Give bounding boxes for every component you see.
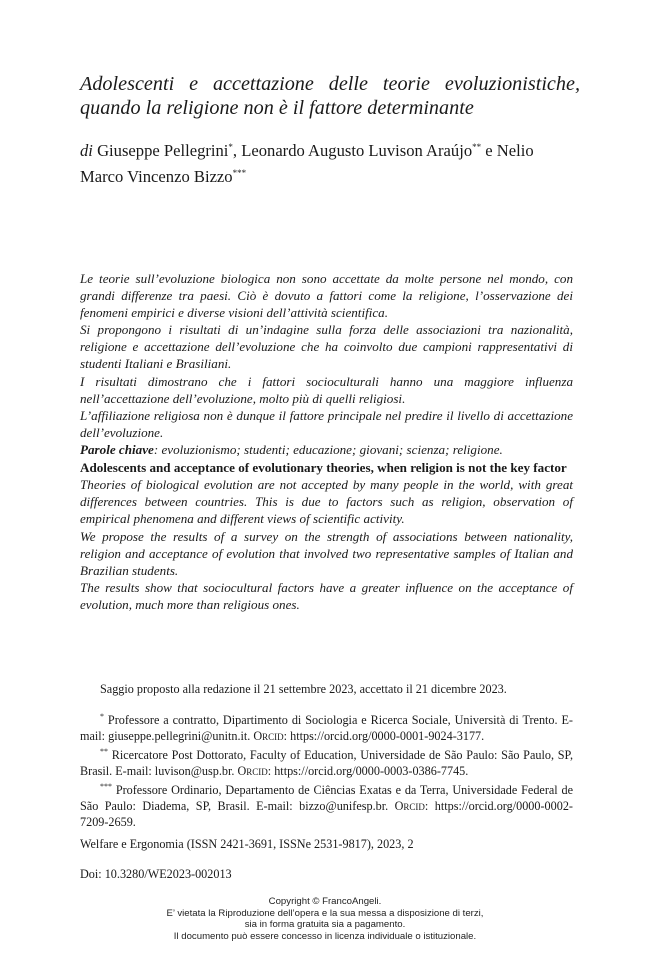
- copyright-line: Copyright © FrancoAngeli.: [268, 896, 382, 907]
- copyright-line: Il documento può essere concesso in licenza individuale o istituzionale.: [173, 930, 477, 942]
- keywords: [80, 441, 573, 459]
- note-text: Professore a contratto, Dipartimento di Sociologia e Ricerca Sociale, Università di Trento. E-mail: giuseppe.pellegrini@unitn.it.: [80, 713, 573, 743]
- author-1-footnote-mark: *: [228, 142, 233, 152]
- author-prefix: di: [80, 141, 93, 160]
- article-title: Adolescenti e accettazione delle teorie evoluzionistiche, quando la religione non è il fattore determinante: [80, 73, 580, 119]
- abstract-it-paragraph: Si propongono i risultati di un’indagine sulla forza delle associazioni tra nazionalità, religione e accettazione dell’evoluzione che ha coinvolto due campioni rappresentativi di studenti Italiani e Brasiliani.: [80, 322, 573, 372]
- abstract-it-paragraph: L’affiliazione religiosa non è dunque il fattore principale nel predire il livello di accettazione dell’evoluzione.: [80, 407, 573, 440]
- author-note: [80, 779, 573, 830]
- author-1: Giuseppe Pellegrini: [97, 141, 229, 160]
- english-title: Adolescents and acceptance of evolutionary theories, when religion is not the key factor: [80, 459, 567, 475]
- note-text: Professore Ordinario, Departamento de Ciências Exatas e da Terra, Universidade Federal de São Paulo: Diadema, SP, Brasil. E-mail: bizzo@unifesp.br.: [80, 783, 573, 813]
- orcid-label: Orcid: [237, 764, 268, 778]
- note-text: Ricercatore Post Dottorato, Faculty of Education, Universidade de São Paulo: São Paulo, SP, Brasil. E-mail: luvison@usp.br.: [80, 748, 573, 778]
- author-separator: e: [481, 141, 497, 160]
- author-3: Nelio Marco Vincenzo Bizzo: [80, 141, 534, 186]
- author-2-footnote-mark: **: [472, 142, 482, 152]
- author-2: Leonardo Augusto Luvison Araújo: [241, 141, 473, 160]
- keywords-list: : evoluzionismo; studenti; educazione; giovani; scienza; religione.: [153, 441, 503, 457]
- author-notes: [80, 709, 573, 830]
- note-mark: ***: [100, 782, 112, 791]
- submission-dates: Saggio proposto alla redazione il 21 settembre 2023, accettato il 21 dicembre 2023.: [100, 682, 507, 696]
- keywords-label: Parole chiave: [80, 441, 154, 457]
- abstract-en-paragraph: We propose the results of a survey on the strength of associations between nationality, religion and acceptance of evolution that involved two representative samples of Italian and Brazilian students.: [80, 528, 573, 578]
- orcid-link[interactable]: : https://orcid.org/0000-0002-7209-2659.: [80, 799, 573, 829]
- abstract-en-paragraph: The results show that sociocultural factors have a greater influence on the acceptance of evolution, much more than religious ones.: [80, 579, 573, 612]
- english-abstract: [80, 459, 573, 613]
- orcid-link[interactable]: : https://orcid.org/0000-0001-9024-3177.: [283, 729, 485, 743]
- abstract-it-paragraph: Le teorie sull’evoluzione biologica non sono accettate da molte persone nel mondo, con grandi differenze tra paesi. Ciò è dovuto a fattori come la religione, l’osservazione dei fenomeni empirici e diverse visioni dell’attività scientifica.: [80, 271, 573, 321]
- author-line: [80, 136, 580, 188]
- author-3-footnote-mark: ***: [232, 168, 247, 178]
- orcid-label: Orcid: [394, 799, 425, 813]
- note-mark: **: [100, 747, 108, 756]
- abstract-block: [80, 270, 573, 613]
- note-mark: *: [100, 712, 104, 721]
- doi: Doi: 10.3280/WE2023-002013: [80, 867, 232, 881]
- orcid-label: Orcid: [253, 729, 284, 743]
- author-note: [80, 709, 573, 744]
- author-note: [80, 744, 573, 779]
- orcid-link[interactable]: : https://orcid.org/0000-0003-0386-7745.: [267, 764, 469, 778]
- copyright-notice: [120, 896, 530, 942]
- journal-citation: Welfare e Ergonomia (ISSN 2421-3691, ISSNe 2531-9817), 2023, 2: [80, 837, 414, 851]
- copyright-line: E’ vietata la Riproduzione dell’opera e la sua messa a disposizione di terzi,: [166, 907, 484, 919]
- abstract-en-paragraph: Theories of biological evolution are not accepted by many people in the world, with great differences between countries. This is due to factors such as religion, observation of empirical phenomena and different views of scientific activity.: [80, 477, 573, 527]
- copyright-line: sia in forma gratuita sia a pagamento.: [244, 919, 406, 930]
- author-separator: ,: [232, 141, 242, 160]
- abstract-it-paragraph: I risultati dimostrano che i fattori socioculturali hanno una maggiore influenza nell’accettazione dell’evoluzione, molto più di quelli religiosi.: [80, 373, 573, 406]
